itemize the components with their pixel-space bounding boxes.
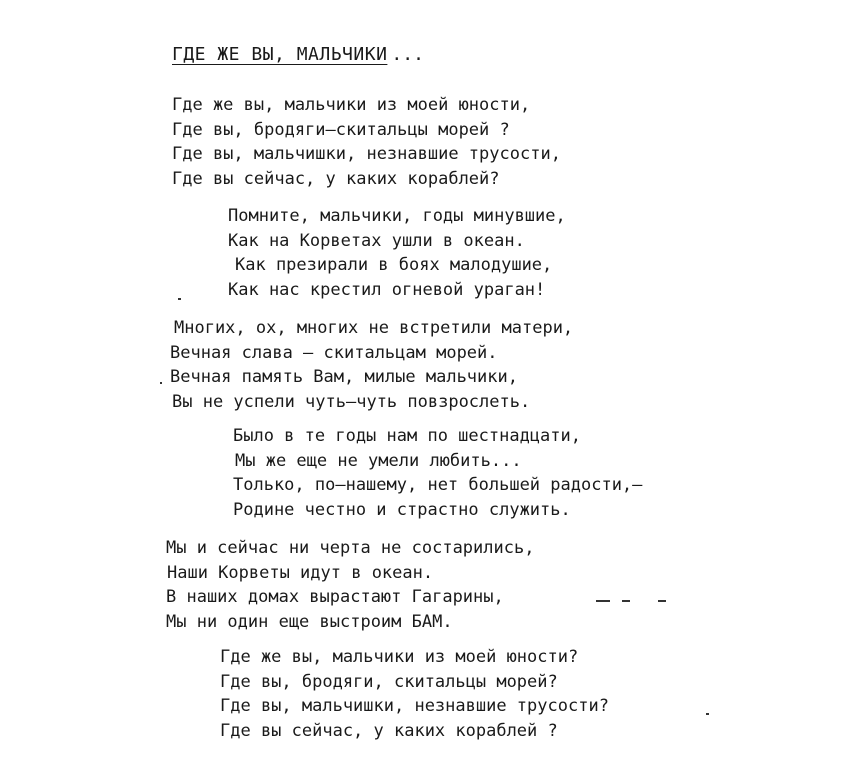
poem-line: Мы же еще не умели любить...: [235, 450, 522, 471]
stanza-3: [170, 316, 573, 414]
poem-line: Мы ни один еще выстроим БАМ.: [166, 611, 453, 632]
stanza-4: [233, 424, 642, 522]
scan-speck: [622, 600, 630, 602]
stanza-1: [172, 93, 561, 191]
stanza-2: [228, 204, 566, 302]
poem-line: Где же вы, мальчики из моей юности,: [172, 95, 531, 115]
poem-line: Помните, мальчики, годы минувшие,: [228, 206, 566, 226]
poem-line: Где же вы, мальчики из моей юности?: [220, 647, 579, 667]
scan-speck: [160, 382, 162, 384]
scan-speck: [596, 600, 610, 602]
poem-line: Где вы, мальчишки, незнавшие трусости,: [172, 144, 561, 164]
scan-speck: [658, 600, 666, 602]
poem-line: Где вы сейчас, у каких кораблей?: [172, 168, 500, 189]
poem-line: Вечная слава – скитальцам морей.: [170, 342, 498, 363]
poem-title-text: ГДЕ ЖЕ ВЫ, МАЛЬЧИКИ: [172, 44, 388, 65]
stanza-6: [220, 645, 609, 743]
poem-line: Вечная память Вам, милые мальчики,: [170, 367, 518, 387]
scan-speck: [706, 713, 709, 715]
poem-line: Как на Корветах ушли в океан.: [228, 230, 525, 251]
poem-line: Где вы, мальчишки, незнавшие трусости?: [220, 696, 609, 716]
poem-line: Наши Корветы идут в океан.: [167, 562, 434, 583]
stanza-5: [166, 536, 534, 634]
poem-line: Родине честно и страстно служить.: [233, 499, 571, 520]
poem-title: [172, 44, 424, 65]
poem-title-ellipsis: ...: [391, 44, 424, 65]
poem-line: Мы и сейчас ни черта не состарились,: [166, 538, 535, 558]
poem-line: Где вы, бродяги–скитальцы морей ?: [172, 119, 510, 140]
scan-speck: [178, 298, 181, 300]
poem-line: В наших домах вырастают Гагарины,: [166, 587, 504, 607]
poem-line: Как нас крестил огневой ураган!: [228, 279, 546, 300]
poem-line: Многих, ох, многих не встретили матери,: [174, 318, 574, 338]
poem-line: Было в те годы нам по шестнадцати,: [233, 426, 581, 446]
poem-line: Где вы сейчас, у каких кораблей ?: [220, 720, 558, 741]
poem-line: Как презирали в боях малодушие,: [235, 255, 553, 275]
poem-line: Вы не успели чуть–чуть повзрослеть.: [172, 391, 531, 412]
poem-line: Где вы, бродяги, скитальцы морей?: [220, 671, 558, 692]
poem-line: Только, по–нашему, нет большей радости,–: [233, 475, 643, 495]
